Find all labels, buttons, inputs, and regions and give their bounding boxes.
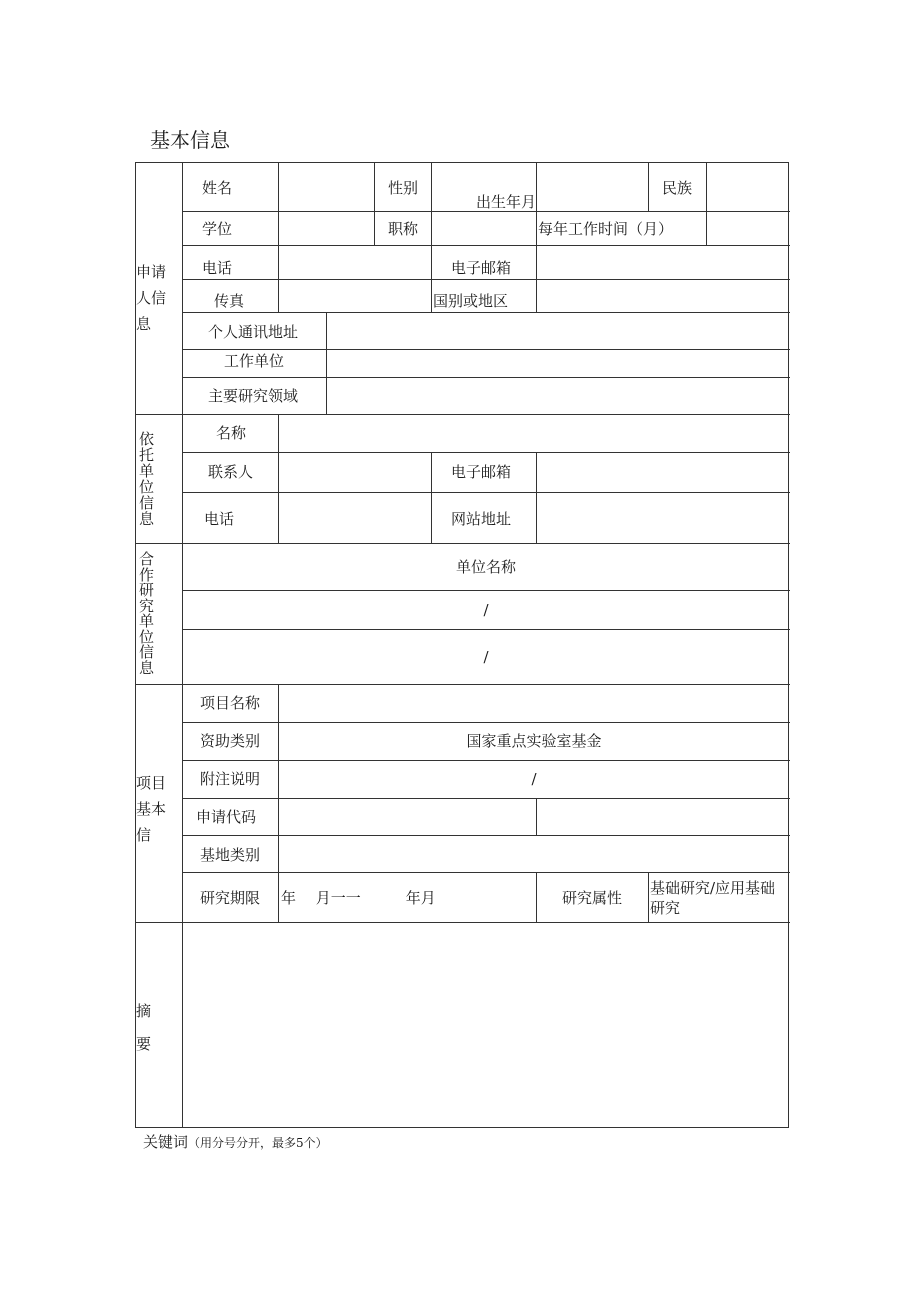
input-base-type[interactable] [279, 836, 789, 871]
label-work-time: 每年工作时间（月） [538, 220, 674, 238]
label-host-website: 网站地址 [451, 510, 512, 528]
input-title[interactable] [432, 212, 535, 244]
input-ethnicity[interactable] [707, 164, 789, 210]
input-work-time[interactable] [707, 212, 789, 244]
label-fax: 传真 [214, 292, 245, 310]
input-abstract[interactable] [183, 923, 789, 1127]
input-host-email[interactable] [537, 453, 789, 491]
label-country: 国别或地区 [433, 292, 509, 310]
label-ethnicity: 民族 [662, 179, 693, 197]
label-address: 个人通讯地址 [208, 323, 299, 341]
label-employer: 工作单位 [224, 352, 285, 370]
section-label-project: 项目基本信 [136, 774, 167, 844]
label-base-type: 基地类别 [200, 846, 261, 864]
keywords-label [143, 1131, 328, 1152]
input-birth[interactable] [537, 164, 647, 210]
label-host-email: 电子邮箱 [451, 463, 512, 481]
label-application-code: 申请代码 [196, 808, 257, 826]
input-host-name[interactable] [279, 415, 789, 451]
input-email[interactable] [537, 246, 789, 278]
label-funding-type: 资助类别 [200, 732, 261, 750]
input-application-code-2[interactable] [537, 799, 789, 834]
input-project-name[interactable] [279, 685, 789, 721]
page-title: 基本信息 [150, 128, 230, 152]
label-birth: 出生年月 [476, 193, 537, 211]
label-research-field: 主要研究领域 [208, 387, 299, 405]
row-divider [182, 629, 790, 630]
label-gender: 性别 [388, 179, 419, 197]
row-divider [182, 760, 790, 761]
label-host-phone: 电话 [204, 510, 235, 528]
input-application-code[interactable] [279, 799, 535, 834]
input-applicant-name[interactable] [279, 164, 373, 210]
input-phone[interactable] [279, 246, 430, 278]
partner-row-2: / [483, 648, 489, 666]
row-divider [182, 590, 790, 591]
label-title: 职称 [388, 220, 419, 238]
col-divider [648, 163, 649, 211]
label-host-name: 名称 [216, 424, 247, 442]
application-form-table [135, 162, 789, 1128]
value-research-period: 年 月一一 年月 [281, 889, 436, 907]
input-host-phone[interactable] [279, 493, 430, 542]
section-label-abstract: 摘要 [136, 1002, 152, 1053]
label-host-contact: 联系人 [208, 463, 254, 481]
input-host-contact[interactable] [279, 453, 430, 491]
partner-header: 单位名称 [455, 558, 516, 576]
input-fax[interactable] [279, 280, 430, 311]
col-divider [648, 872, 649, 922]
label-email: 电子邮箱 [451, 259, 512, 277]
input-address[interactable] [327, 313, 789, 348]
input-gender[interactable] [432, 164, 535, 210]
label-research-period: 研究期限 [200, 889, 261, 907]
input-research-field[interactable] [327, 378, 789, 413]
partner-row-1: / [483, 601, 489, 619]
input-degree[interactable] [279, 212, 373, 244]
col-divider [431, 452, 432, 543]
keywords-title: 关键词 [143, 1133, 189, 1151]
section-label-applicant: 申请人信息 [136, 263, 167, 333]
row-divider [182, 872, 790, 873]
label-name: 姓名 [202, 179, 233, 197]
input-host-website[interactable] [537, 493, 789, 542]
input-country[interactable] [537, 280, 789, 311]
label-note: 附注说明 [200, 770, 261, 788]
section-label-partner-unit: 合作研究单位信息 [139, 550, 155, 677]
label-degree: 学位 [202, 220, 233, 238]
keywords-hint: （用分号分开，最多5个） [188, 1136, 328, 1150]
section-divider [136, 543, 790, 544]
label-research-attribute: 研究属性 [562, 889, 623, 907]
value-research-attribute: 基础研究/应用基础研究 [650, 879, 776, 917]
section-label-host-unit: 依托单位信息 [139, 430, 155, 528]
value-note: / [531, 770, 537, 788]
label-project-name: 项目名称 [200, 694, 261, 712]
col-divider [374, 163, 375, 245]
label-phone: 电话 [202, 259, 233, 277]
input-employer[interactable] [327, 350, 789, 376]
value-funding-type: 国家重点实验室基金 [466, 732, 602, 750]
row-divider [182, 722, 790, 723]
col-divider [536, 872, 537, 922]
